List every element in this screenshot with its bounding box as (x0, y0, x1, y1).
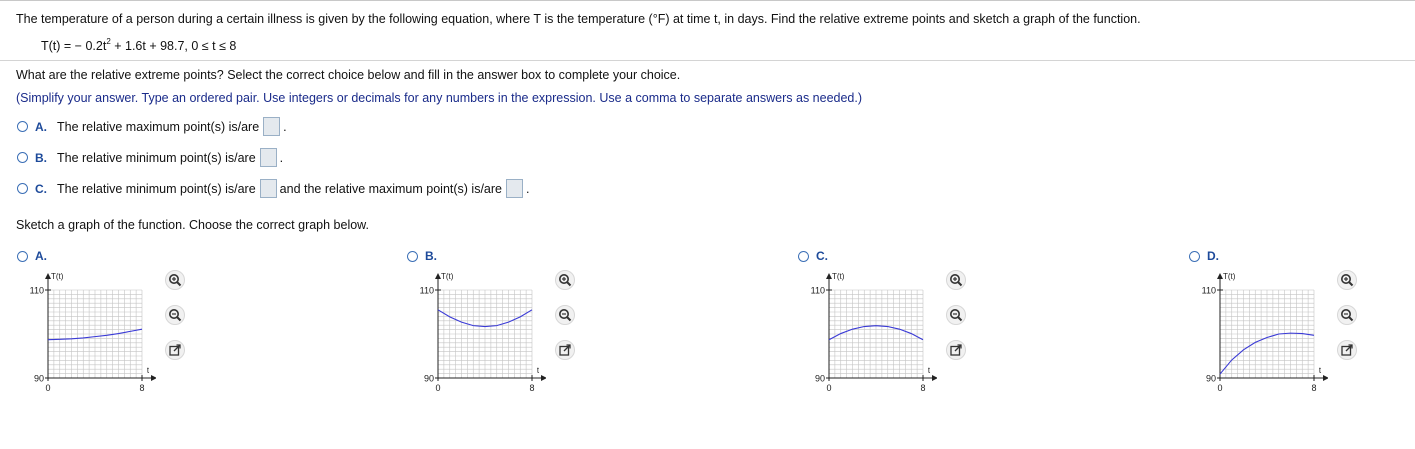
graph-a-zoom-in-button[interactable] (165, 270, 185, 290)
popout-icon (168, 343, 182, 357)
x-axis-arrow (151, 375, 156, 381)
graph-choice-d-radio[interactable] (1189, 251, 1200, 262)
zoom-in-icon (168, 273, 182, 287)
graph-b-xlabel: t (536, 366, 540, 375)
x-axis-arrow (1323, 375, 1328, 381)
choice-a-text: The relative maximum point(s) is/are (57, 119, 260, 134)
top-border (0, 0, 1415, 1)
choice-b-text: The relative minimum point(s) is/are (57, 150, 256, 165)
choice-c-middle-text: and the relative maximum point(s) is/are (279, 181, 502, 196)
graph-c-zoom-in-button[interactable] (946, 270, 966, 290)
graph-a-xtick-right: 8 (139, 383, 145, 393)
graph-choice-a[interactable] (17, 249, 47, 263)
graph-d-ytick-top: 110 (1201, 285, 1216, 296)
x-axis-arrow (932, 375, 937, 381)
graph-b (406, 268, 546, 398)
graph-choice-b[interactable] (407, 249, 437, 263)
graph-choice-c-radio[interactable] (798, 251, 809, 262)
graph-c-zoom-out-button[interactable] (946, 305, 966, 325)
equation-part2: + 1.6t + 98.7, 0 ≤ t ≤ 8 (110, 39, 237, 53)
zoom-in-icon (949, 273, 963, 287)
choice-a-radio[interactable] (17, 121, 28, 132)
graph-c-xtick-left: 0 (826, 383, 832, 393)
graph-c-xtick-right: 8 (920, 383, 926, 393)
popout-icon (1340, 343, 1354, 357)
choice-c-radio[interactable] (17, 183, 28, 194)
graph-d-zoom-out-button[interactable] (1337, 305, 1357, 325)
graph-d-zoom-in-button[interactable] (1337, 270, 1357, 290)
choice-a-answer-box[interactable] (263, 117, 280, 136)
problem-statement: The temperature of a person during a certain illness is given by the following equation, where T is the temperature (°F) at time t, in days. Find the relative extreme points and sketch a graph of the function. (16, 12, 1141, 26)
zoom-out-icon (168, 308, 182, 322)
graph-choice-c[interactable] (798, 249, 828, 263)
choice-c-min-answer-box[interactable] (260, 179, 277, 198)
graph-b-xtick-left: 0 (435, 383, 441, 393)
graph-d-ylabel: T(t) (1223, 272, 1236, 281)
equation-exponent: 2 (106, 37, 111, 46)
graph-a-svg (16, 268, 156, 398)
zoom-out-icon (1340, 308, 1354, 322)
graph-c-ytick-bottom: 90 (814, 373, 825, 384)
graph-b-zoom-in-button[interactable] (555, 270, 575, 290)
choice-a[interactable] (17, 117, 287, 136)
graph-choice-a-radio[interactable] (17, 251, 28, 262)
graph-b-svg (406, 268, 546, 398)
graph-a-popout-button[interactable] (165, 340, 185, 360)
choice-b-radio[interactable] (17, 152, 28, 163)
graph-a (16, 268, 156, 398)
equation (41, 37, 236, 53)
x-axis-arrow (541, 375, 546, 381)
graph-choice-d-letter: D. (1207, 249, 1219, 263)
graph-a-xtick-left: 0 (45, 383, 51, 393)
graph-b-popout-button[interactable] (555, 340, 575, 360)
choice-a-suffix: . (283, 119, 287, 134)
choice-a-letter: A. (35, 119, 47, 134)
graph-d (1188, 268, 1328, 398)
graph-b-ytick-bottom: 90 (423, 373, 434, 384)
graph-a-zoom-out-button[interactable] (165, 305, 185, 325)
choice-b-suffix: . (279, 150, 284, 165)
choice-c-text: The relative minimum point(s) is/are (57, 181, 256, 196)
zoom-out-icon (949, 308, 963, 322)
graph-a-ytick-top: 110 (29, 285, 44, 296)
graph-c-ytick-top: 110 (810, 285, 825, 296)
graph-b-xtick-right: 8 (529, 383, 535, 393)
choice-b[interactable] (17, 148, 283, 167)
graph-d-svg (1188, 268, 1328, 398)
graph-choice-a-letter: A. (35, 249, 47, 263)
popout-icon (949, 343, 963, 357)
graph-a-ytick-bottom: 90 (33, 373, 44, 384)
zoom-out-icon (558, 308, 572, 322)
zoom-in-icon (558, 273, 572, 287)
section-divider (0, 60, 1415, 61)
graph-a-xlabel: t (146, 366, 150, 375)
choice-b-answer-box[interactable] (260, 148, 277, 167)
graph-choice-b-radio[interactable] (407, 251, 418, 262)
graph-choice-d[interactable] (1189, 249, 1219, 263)
equation-part1: T(t) = − 0.2t (41, 39, 107, 53)
graph-c-ylabel: T(t) (832, 272, 845, 281)
zoom-in-icon (1340, 273, 1354, 287)
question-text: What are the relative extreme points? Select the correct choice below and fill in the answer box to complete your choice. (16, 68, 681, 82)
graph-c (797, 268, 937, 398)
sketch-prompt: Sketch a graph of the function. Choose the correct graph below. (16, 218, 369, 232)
graph-c-popout-button[interactable] (946, 340, 966, 360)
choice-c-letter: C. (35, 181, 47, 196)
graph-b-ytick-top: 110 (419, 285, 434, 296)
choice-c[interactable] (17, 179, 529, 198)
graph-d-xlabel: t (1318, 366, 1322, 375)
choice-c-suffix: . (525, 181, 530, 196)
graph-d-ytick-bottom: 90 (1205, 373, 1216, 384)
graph-d-popout-button[interactable] (1337, 340, 1357, 360)
graph-c-svg (797, 268, 937, 398)
graph-d-xtick-right: 8 (1311, 383, 1317, 393)
graph-a-ylabel: T(t) (51, 272, 64, 281)
choice-b-letter: B. (35, 150, 47, 165)
popout-icon (558, 343, 572, 357)
choice-c-max-answer-box[interactable] (506, 179, 523, 198)
graph-b-ylabel: T(t) (441, 272, 454, 281)
graph-d-xtick-left: 0 (1217, 383, 1223, 393)
graph-choice-c-letter: C. (816, 249, 828, 263)
graph-b-zoom-out-button[interactable] (555, 305, 575, 325)
graph-choice-b-letter: B. (425, 249, 437, 263)
graph-c-xlabel: t (927, 366, 931, 375)
answer-instruction: (Simplify your answer. Type an ordered pair. Use integers or decimals for any numbers in the expression. Use a comma to separate answers as needed.) (16, 91, 863, 105)
